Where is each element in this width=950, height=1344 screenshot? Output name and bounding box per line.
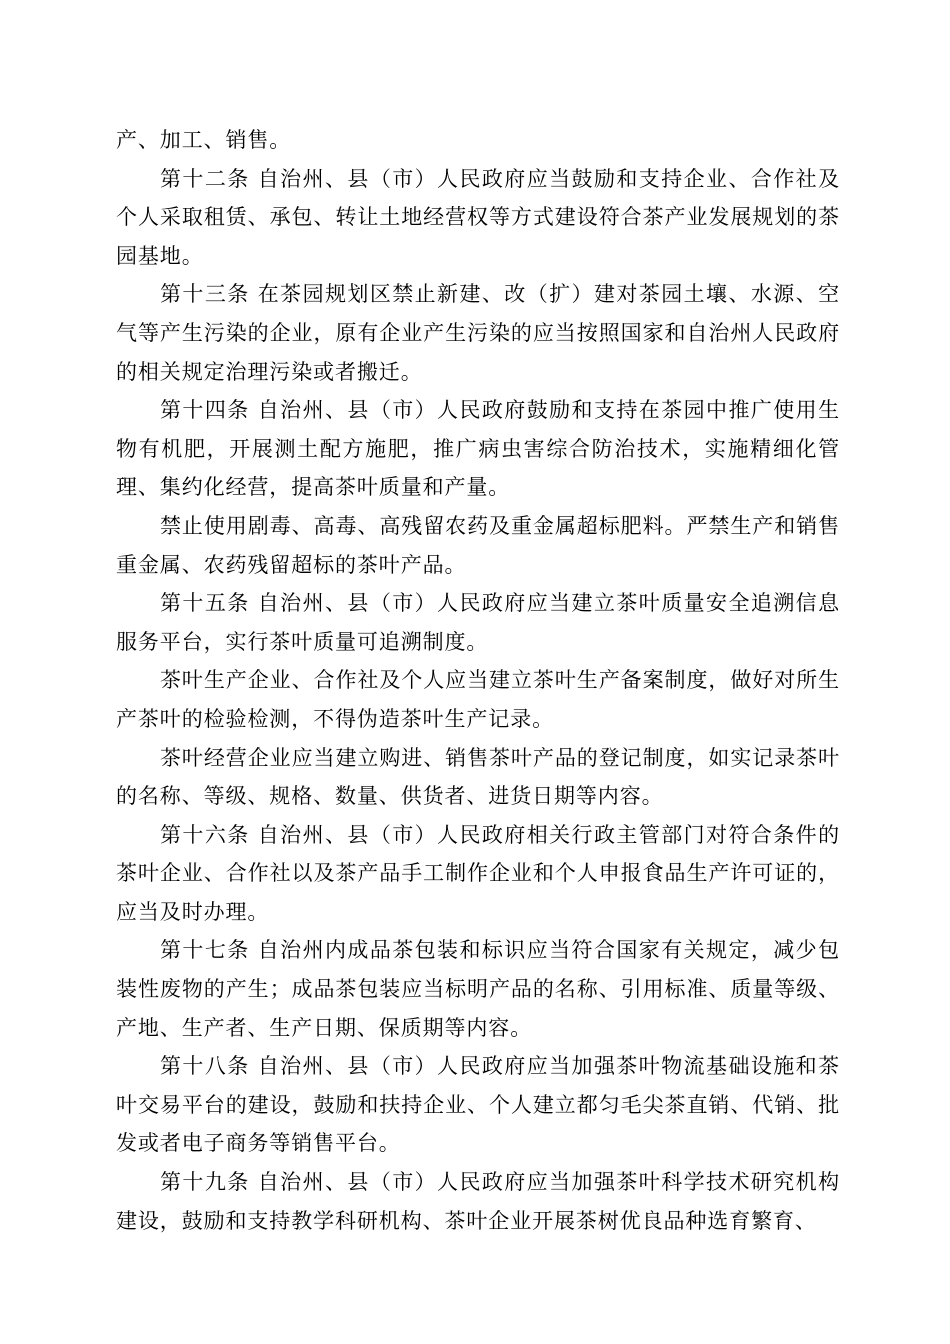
article-15-clause-2: 茶叶生产企业、合作社及个人应当建立茶叶生产备案制度，做好对所生产茶叶的检验检测，不得伪造茶叶生产记录。 [116,668,840,731]
article-15: 第十五条 自治州、县（市）人民政府应当建立茶叶质量安全追溯信息服务平台，实行茶叶质量可追溯制度。 [116,591,840,654]
paragraph-continuation: 产、加工、销售。 [116,128,292,152]
article-12: 第十二条 自治州、县（市）人民政府应当鼓励和支持企业、合作社及个人采取租赁、承包、转让土地经营权等方式建设符合茶产业发展规划的茶园基地。 [116,166,840,268]
article-18: 第十八条 自治州、县（市）人民政府应当加强茶叶物流基础设施和茶叶交易平台的建设，鼓励和扶持企业、个人建立都匀毛尖茶直销、代销、批发或者电子商务等销售平台。 [116,1054,840,1156]
article-19: 第十九条 自治州、县（市）人民政府应当加强茶叶科学技术研究机构建设，鼓励和支持教学科研机构、茶叶企业开展茶树优良品种选育繁育、 [116,1170,840,1233]
document-body [116,121,840,1240]
article-17: 第十七条 自治州内成品茶包装和标识应当符合国家有关规定，减少包装性废物的产生；成品茶包装应当标明产品的名称、引用标准、质量等级、产地、生产者、生产日期、保质期等内容。 [116,938,840,1040]
article-13: 第十三条 在茶园规划区禁止新建、改（扩）建对茶园土壤、水源、空气等产生污染的企业，原有企业产生污染的应当按照国家和自治州人民政府的相关规定治理污染或者搬迁。 [116,282,840,384]
article-14-clause-2: 禁止使用剧毒、高毒、高残留农药及重金属超标肥料。严禁生产和销售重金属、农药残留超标的茶叶产品。 [116,513,840,577]
article-15-clause-3: 茶叶经营企业应当建立购进、销售茶叶产品的登记制度，如实记录茶叶的名称、等级、规格、数量、供货者、进货日期等内容。 [116,745,840,809]
article-14: 第十四条 自治州、县（市）人民政府鼓励和支持在茶园中推广使用生物有机肥，开展测土配方施肥，推广病虫害综合防治技术，实施精细化管理、集约化经营，提高茶叶质量和产量。 [116,398,840,500]
article-16: 第十六条 自治州、县（市）人民政府相关行政主管部门对符合条件的茶叶企业、合作社以及茶产品手工制作企业和个人申报食品生产许可证的，应当及时办理。 [116,822,840,924]
